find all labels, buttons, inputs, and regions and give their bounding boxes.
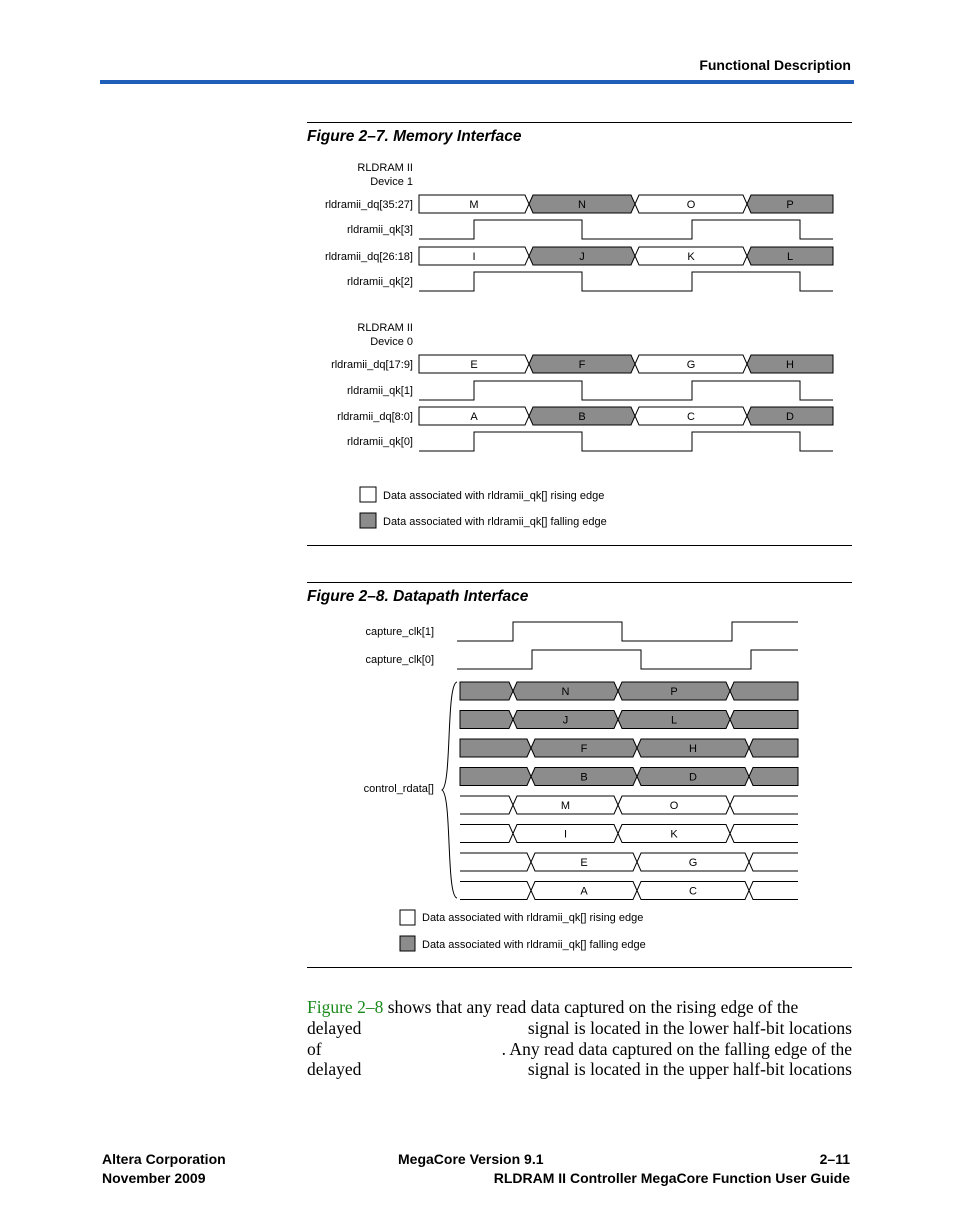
rdata-bus-value: A xyxy=(580,885,588,898)
legend-rising-swatch xyxy=(400,910,415,925)
rdata-bus-segment xyxy=(460,739,531,757)
rdata-bus-value: C xyxy=(689,885,697,898)
clock-waveform xyxy=(419,432,833,451)
bus-label: control_rdata[] xyxy=(363,783,434,795)
figure-7-bottom-rule xyxy=(307,545,852,546)
device-label: RLDRAM II xyxy=(357,162,413,174)
data-bus-value: G xyxy=(686,359,696,371)
paragraph-line4-right: signal is located in the upper half-bit locations xyxy=(527,1059,852,1080)
rdata-bus-segment xyxy=(730,682,798,700)
rdata-bus-value: B xyxy=(580,771,588,784)
signal-name: rldramii_qk[3] xyxy=(346,224,413,236)
signal-name: rldramii_dq[8:0] xyxy=(337,411,413,423)
legend-falling-text: Data associated with rldramii_qk[] falling edge xyxy=(383,516,607,528)
legend-rising-text: Data associated with rldramii_qk[] rising edge xyxy=(422,912,644,924)
body-paragraph xyxy=(307,997,852,1080)
footer-date: November 2009 xyxy=(102,1170,206,1186)
rdata-bus-segment xyxy=(730,825,798,843)
figure-7-title: Figure 2–7. Memory Interface xyxy=(307,128,522,145)
data-bus-value: L xyxy=(786,251,794,263)
legend-falling-swatch xyxy=(360,513,376,528)
signal-name: rldramii_qk[2] xyxy=(346,276,413,288)
signal-name: rldramii_qk[1] xyxy=(346,385,413,397)
header-rule xyxy=(100,80,854,84)
footer-version: MegaCore Version 9.1 xyxy=(398,1151,544,1167)
signal-name: rldramii_dq[17:9] xyxy=(331,359,413,371)
figure-8-bottom-rule xyxy=(307,967,852,968)
footer-guide-title: RLDRAM II Controller MegaCore Function User Guide xyxy=(493,1170,850,1186)
data-bus-value: J xyxy=(579,251,585,263)
paragraph-line4-left: delayed xyxy=(307,1059,362,1080)
rdata-bus-segment xyxy=(749,768,798,786)
rdata-bus-segment xyxy=(460,768,531,786)
header-section-title: Functional Description xyxy=(699,57,851,73)
data-bus-value: O xyxy=(686,199,696,211)
figure-8-top-rule xyxy=(307,582,852,583)
footer-company: Altera Corporation xyxy=(102,1151,226,1167)
clock-waveform xyxy=(419,381,833,400)
device-label: Device 0 xyxy=(370,336,413,348)
rdata-bus-segment xyxy=(730,711,798,729)
paragraph-line1-text: shows that any read data captured on the rising edge of the xyxy=(387,997,799,1017)
data-bus-value: D xyxy=(786,411,794,423)
rdata-bus-segment xyxy=(460,853,531,871)
paragraph-line3-right: . Any read data captured on the falling edge of the xyxy=(501,1038,852,1059)
legend-falling-swatch xyxy=(400,936,415,951)
figure-2-8-link[interactable]: Figure 2–8 xyxy=(307,997,384,1017)
rdata-bus-value: O xyxy=(669,800,679,812)
data-bus-value: H xyxy=(786,359,794,371)
rdata-bus-value: L xyxy=(670,714,678,727)
rdata-bus-value: K xyxy=(670,828,678,841)
rdata-bus-value: D xyxy=(689,771,697,784)
memory-interface-timing-diagram xyxy=(0,150,954,540)
rdata-bus-segment xyxy=(749,853,798,871)
rdata-bus-segment xyxy=(460,711,513,729)
data-bus-value: E xyxy=(470,359,478,371)
rdata-bus-value: E xyxy=(580,857,588,869)
paragraph-line2-left: delayed xyxy=(307,1017,362,1038)
rdata-bus-value: M xyxy=(560,800,571,812)
legend-falling-text: Data associated with rldramii_qk[] falling edge xyxy=(422,939,646,951)
legend-rising-text: Data associated with rldramii_qk[] rising edge xyxy=(383,490,605,502)
data-bus-value: N xyxy=(578,199,586,211)
figure-8-title: Figure 2–8. Datapath Interface xyxy=(307,588,529,605)
rdata-bus-segment xyxy=(460,882,531,900)
paragraph-line2-right: signal is located in the lower half-bit locations xyxy=(527,1017,852,1038)
data-bus-value: M xyxy=(469,199,479,211)
rdata-bus-segment xyxy=(749,739,798,757)
figure-7-top-rule xyxy=(307,122,852,123)
signal-name: rldramii_dq[26:18] xyxy=(324,251,413,263)
rdata-bus-segment xyxy=(749,882,798,900)
device-label: Device 1 xyxy=(370,176,413,188)
data-bus-value: P xyxy=(786,199,794,211)
data-bus-value: B xyxy=(578,411,586,423)
signal-name: rldramii_qk[0] xyxy=(346,436,413,448)
data-bus-value: I xyxy=(472,251,476,263)
data-bus-value: C xyxy=(687,411,695,423)
rdata-bus-value: J xyxy=(562,714,569,727)
rdata-bus-segment xyxy=(730,796,798,814)
rdata-bus-value: F xyxy=(580,743,588,755)
data-bus-value: K xyxy=(687,251,695,263)
legend-rising-swatch xyxy=(360,487,376,502)
signal-name: rldramii_dq[35:27] xyxy=(324,199,413,211)
rdata-bus-segment xyxy=(460,796,513,814)
paragraph-line3-left: of xyxy=(307,1038,322,1059)
data-bus-value: A xyxy=(470,411,478,423)
rdata-bus-value: P xyxy=(670,686,678,698)
rdata-bus-value: N xyxy=(561,686,570,698)
rdata-bus-value: G xyxy=(688,857,698,869)
clock-waveform xyxy=(419,272,833,291)
clock-waveform xyxy=(457,622,798,641)
clock-waveform xyxy=(419,220,833,239)
datapath-interface-timing-diagram xyxy=(0,610,954,960)
rdata-bus-value: H xyxy=(689,743,697,755)
footer-page-number: 2–11 xyxy=(819,1151,850,1167)
rdata-bus-value: I xyxy=(563,828,568,841)
rdata-bus-segment xyxy=(460,825,513,843)
clock-name: capture_clk[1] xyxy=(365,626,434,638)
rdata-bus-segment xyxy=(460,682,513,700)
data-bus-value: F xyxy=(578,359,586,371)
clock-name: capture_clk[0] xyxy=(365,654,434,666)
bus-brace xyxy=(442,682,457,898)
clock-waveform xyxy=(457,650,798,669)
device-label: RLDRAM II xyxy=(357,322,413,334)
